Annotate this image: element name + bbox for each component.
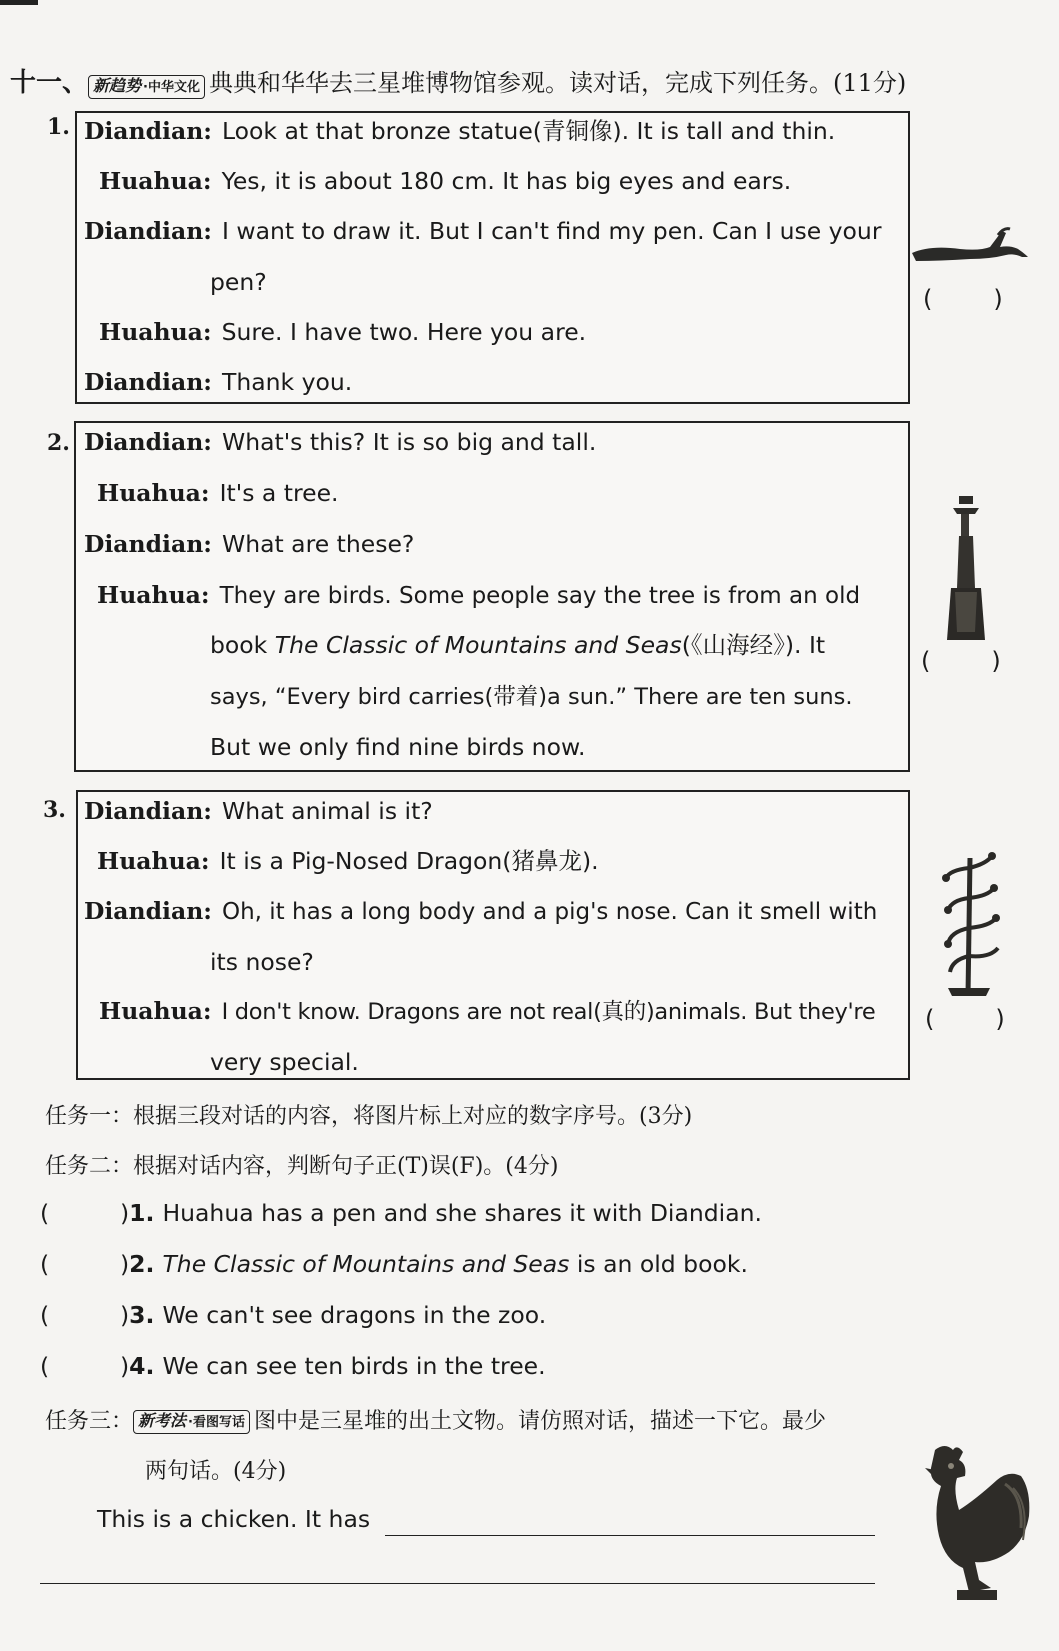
tf-answer-blank[interactable]: (	[40, 1250, 50, 1278]
dialog-text: I want to draw it. But I can't find my pen. Can I use your	[221, 217, 882, 245]
scan-mark	[0, 0, 38, 5]
tf-text: We can see ten birds in the tree.	[162, 1352, 546, 1380]
dialog-text: I don't know. Dragons are not real(真的)animals. But they're	[221, 999, 876, 1025]
dialog-text: They are birds. Some people say the tree is from an old	[219, 583, 861, 609]
writing-line[interactable]	[40, 1583, 875, 1584]
task3-label: 任务三：	[45, 1409, 134, 1434]
tf-item	[40, 1250, 748, 1278]
speaker-label: Diandian:	[84, 897, 212, 925]
speaker-label: Diandian:	[84, 217, 212, 245]
task3-instruction	[45, 1404, 826, 1435]
dialog-text: pen?	[210, 268, 267, 296]
dialog1-box	[75, 111, 910, 404]
dialog1-line	[99, 318, 586, 346]
dialog-text: Oh, it has a long body and a pig's nose. Can it smell with	[221, 899, 878, 925]
speaker-label: Huahua:	[99, 997, 212, 1025]
task3-text: 图中是三星堆的出土文物。请仿照对话，描述一下它。最少	[253, 1409, 826, 1434]
speaker-label: Huahua:	[97, 581, 210, 609]
speaker-label: Diandian:	[84, 428, 212, 456]
dialog3-line	[84, 897, 877, 926]
dialog-text: book	[210, 631, 275, 659]
tf-number: 3.	[129, 1301, 155, 1329]
bronze-statue-artifact-icon	[945, 492, 995, 642]
new-trend-tag	[88, 75, 205, 99]
speaker-label: Diandian:	[84, 368, 212, 396]
dialog2-line	[210, 682, 853, 711]
dialog-text: What's this? It is so big and tall.	[221, 428, 597, 456]
dialog3-line	[97, 847, 599, 875]
dialog1-line	[84, 368, 352, 396]
speaker-label: Diandian:	[84, 117, 212, 145]
speaker-label: Diandian:	[84, 797, 212, 825]
tf-answer-blank[interactable]: (	[40, 1199, 50, 1227]
dialog-text: It's a tree.	[219, 479, 339, 507]
speaker-label: Huahua:	[99, 318, 212, 346]
task2-instruction: 任务二：根据对话内容，判断句子正(T)误(F)。(4分)	[45, 1154, 559, 1179]
bronze-dragon-artifact-icon	[910, 225, 1030, 275]
dialog-text: its nose?	[210, 948, 314, 976]
dialog-text: What are these?	[221, 530, 415, 558]
dialog3-box	[76, 790, 910, 1080]
tag-rest: ·看图写话	[188, 1415, 245, 1430]
dialog1-line	[84, 217, 881, 245]
tf-item	[40, 1352, 546, 1380]
dialog2-line	[84, 428, 596, 456]
tf-number: 4.	[129, 1352, 155, 1380]
tf-close-paren: )	[120, 1301, 130, 1329]
tf-number: 2.	[129, 1250, 155, 1278]
dialog1-line	[99, 167, 791, 195]
tag-rest: ·中华文化	[143, 79, 200, 95]
new-method-tag	[133, 1410, 250, 1434]
section-instruction: 典典和华华去三星堆博物馆参观。读对话，完成下列任务。(11分)	[208, 69, 907, 97]
tf-close-paren: )	[120, 1250, 130, 1278]
speaker-label: Huahua:	[97, 847, 210, 875]
book-title: The Classic of Mountains and Seas	[274, 631, 682, 659]
bronze-rooster-artifact-icon	[905, 1440, 1040, 1605]
dialog-text: But we only find nine birds now.	[210, 733, 586, 761]
dialog3-number: 3.	[43, 797, 66, 823]
dialog3-line	[210, 1048, 359, 1076]
task3-instruction-cont: 两句话。(4分)	[145, 1459, 287, 1484]
tf-text: Huahua has a pen and she shares it with Diandian.	[162, 1199, 762, 1227]
book-title: The Classic of Mountains and Seas	[162, 1250, 570, 1278]
dialog2-line	[97, 479, 339, 507]
dialog2-line	[210, 631, 825, 659]
dialog3-line	[99, 997, 875, 1026]
dialog2-number: 2.	[47, 430, 70, 456]
answer-paren-3[interactable]: ( )	[925, 1005, 1005, 1033]
dialog2-line	[210, 733, 585, 761]
tf-close-paren: )	[120, 1352, 130, 1380]
dialog-text: says, “Every bird carries(带着)a sun.” There are ten suns.	[210, 684, 853, 710]
tf-answer-blank[interactable]: (	[40, 1352, 50, 1380]
dialog-text: Thank you.	[221, 368, 353, 396]
writing-starter: This is a chicken. It has	[97, 1505, 371, 1533]
dialog1-line	[210, 268, 267, 296]
tf-text: is an old book.	[569, 1250, 748, 1278]
dialog2-line	[97, 581, 860, 610]
dialog-text: It is a Pig-Nosed Dragon(猪鼻龙).	[219, 847, 599, 875]
tf-item	[40, 1301, 546, 1329]
dialog-text: Yes, it is about 180 cm. It has big eyes and ears.	[221, 167, 792, 195]
speaker-label: Huahua:	[97, 479, 210, 507]
tf-answer-blank[interactable]: (	[40, 1301, 50, 1329]
dialog3-line	[84, 797, 433, 825]
tag-bold: 新考法	[138, 1411, 187, 1430]
dialog2-line	[84, 530, 414, 558]
task1-instruction: 任务一：根据三段对话的内容，将图片标上对应的数字序号。(3分)	[45, 1104, 693, 1129]
dialog-text: (《山海经》). It	[681, 631, 826, 659]
dialog1-number: 1.	[47, 114, 70, 140]
tf-text: We can't see dragons in the zoo.	[162, 1301, 547, 1329]
dialog-text: Sure. I have two. Here you are.	[221, 318, 587, 346]
answer-paren-1[interactable]: ( )	[923, 285, 1003, 313]
tf-number: 1.	[129, 1199, 155, 1227]
section-number: 十一、	[10, 68, 89, 98]
dialog-text: What animal is it?	[221, 797, 433, 825]
tag-bold: 新趋势	[93, 75, 142, 95]
tf-item	[40, 1199, 762, 1227]
section-header	[10, 62, 906, 99]
dialog3-line	[210, 948, 314, 976]
dialog-text: Look at that bronze statue(青铜像). It is tall and thin.	[221, 117, 836, 145]
dialog1-line	[84, 117, 835, 145]
answer-paren-2[interactable]: ( )	[921, 647, 1001, 675]
bronze-tree-artifact-icon	[938, 848, 1003, 998]
speaker-label: Diandian:	[84, 530, 212, 558]
writing-line[interactable]	[385, 1535, 875, 1536]
speaker-label: Huahua:	[99, 167, 212, 195]
tf-close-paren: )	[120, 1199, 130, 1227]
dialog-text: very special.	[210, 1048, 359, 1076]
